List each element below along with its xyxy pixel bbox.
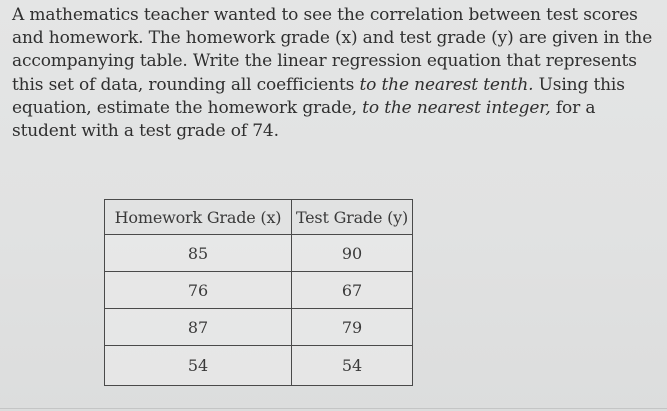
table-row bbox=[105, 235, 413, 272]
cell-test-grade: 67 bbox=[292, 272, 413, 309]
table-row bbox=[105, 346, 413, 386]
data-table bbox=[104, 199, 413, 386]
header-test-grade: Test Grade (y) bbox=[292, 200, 413, 235]
divider bbox=[0, 408, 667, 409]
table-row bbox=[105, 272, 413, 309]
question-italic-1: to the nearest tenth. bbox=[359, 74, 534, 95]
question-part-2: Using this equation, estimate the homework grade, bbox=[12, 74, 625, 118]
cell-test-grade: 90 bbox=[292, 235, 413, 272]
cell-homework-grade: 76 bbox=[105, 272, 292, 309]
cell-test-grade: 79 bbox=[292, 309, 413, 346]
question-italic-2: to the nearest integer, bbox=[362, 97, 551, 118]
cell-homework-grade: 54 bbox=[105, 346, 292, 386]
question-text bbox=[12, 4, 662, 143]
question-part-1: A mathematics teacher wanted to see the correlation between test scores and homework. The homework grade (x) and test grade (y) are given in the accompanying table. Write the linear regression equation that represents this set of data, rounding all coefficients bbox=[12, 5, 653, 95]
question-part-3: for a student with a test grade of 74. bbox=[12, 97, 596, 142]
cell-homework-grade: 87 bbox=[105, 309, 292, 346]
header-homework-grade: Homework Grade (x) bbox=[105, 200, 292, 235]
cell-test-grade: 54 bbox=[292, 346, 413, 386]
table-row bbox=[105, 309, 413, 346]
cell-homework-grade: 85 bbox=[105, 235, 292, 272]
table-header-row bbox=[105, 200, 413, 235]
